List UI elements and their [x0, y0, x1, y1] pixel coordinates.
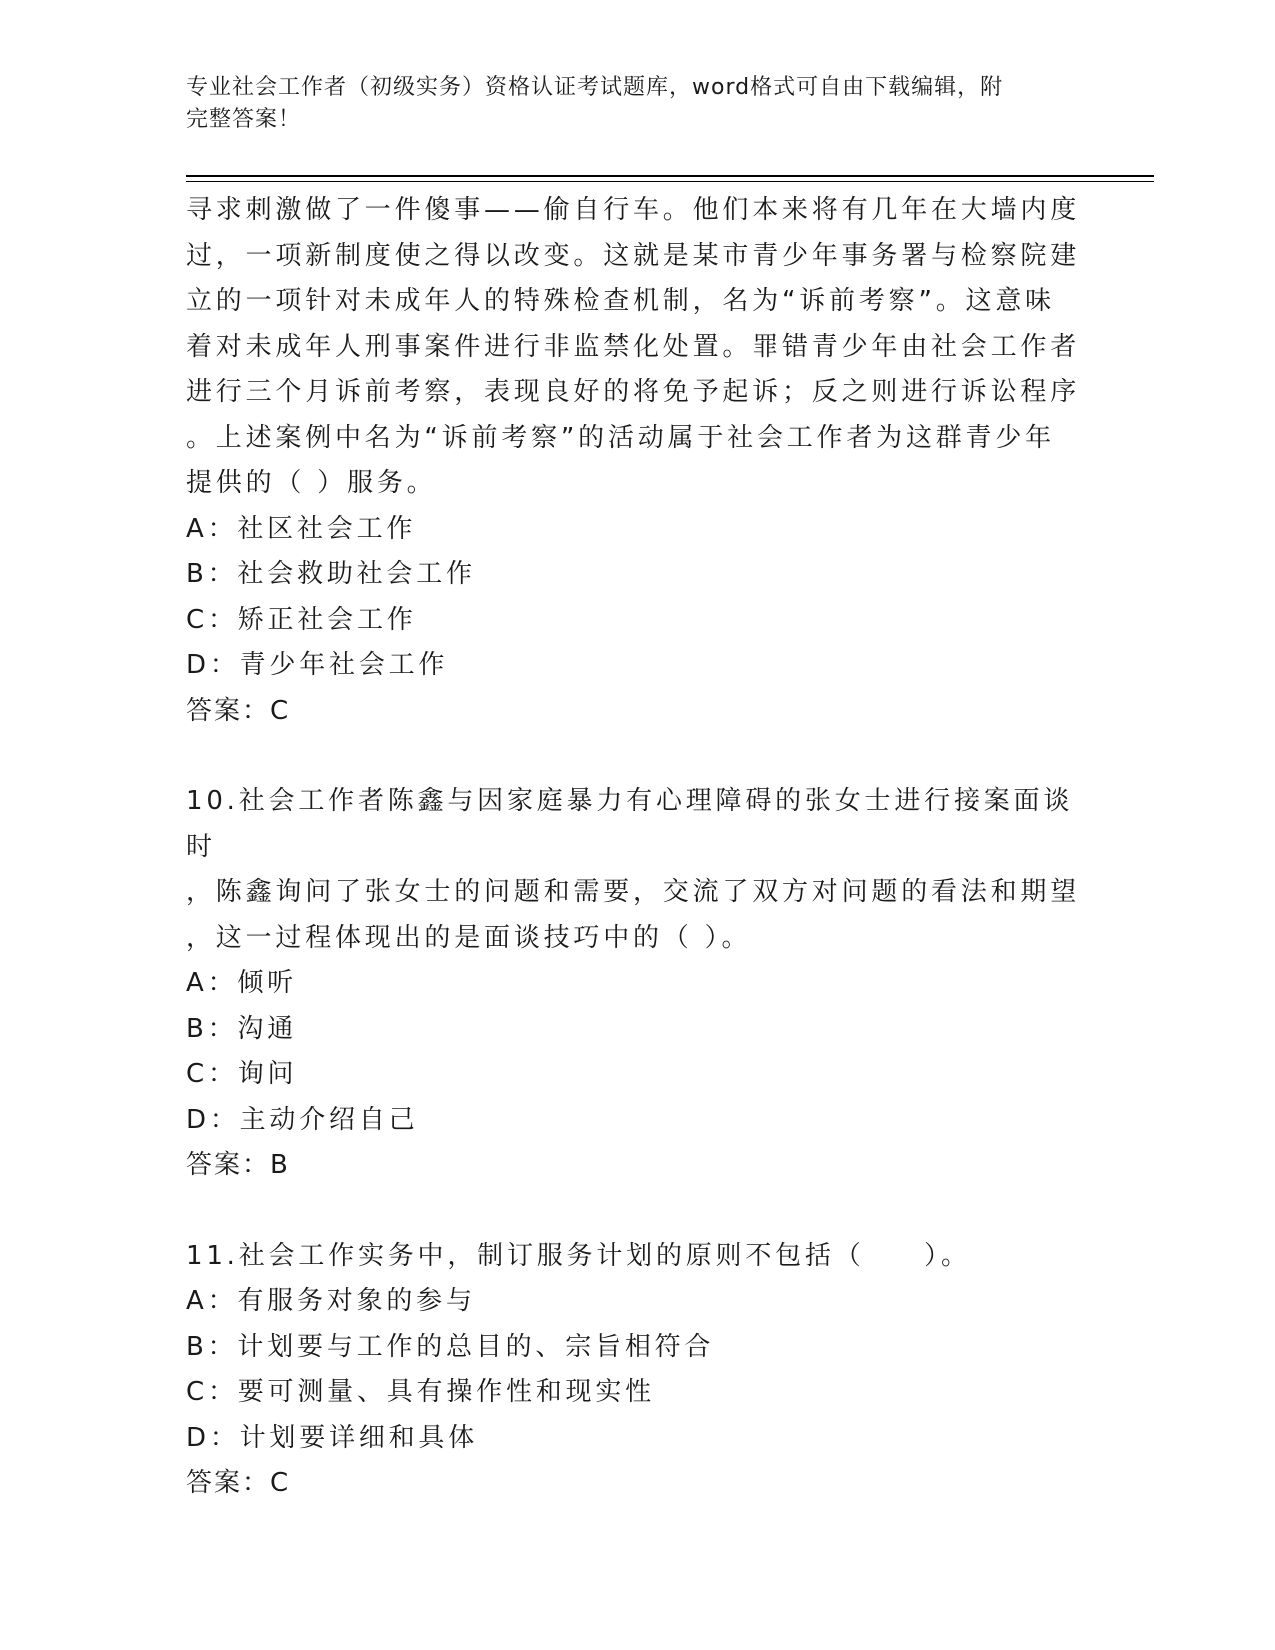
option-d: D：主动介绍自己 — [186, 1104, 419, 1135]
option-c: C：询问 — [186, 1059, 298, 1089]
option-b: B：计划要与工作的总目的、宗旨相符合 — [186, 1331, 715, 1362]
question-9 — [186, 188, 1086, 734]
option-b: B：沟通 — [186, 1013, 298, 1044]
question-text-line: ，陈鑫询问了张女士的问题和需要，交流了双方对问题的看法和期望 — [186, 877, 1081, 907]
question-text-line: 11.社会工作实务中，制订服务计划的原则不包括（ ）。 — [186, 1240, 971, 1271]
header-rule-thick — [186, 175, 1154, 177]
option-c: C：要可测量、具有操作性和现实性 — [186, 1377, 655, 1407]
answer: 答案：C — [186, 1468, 291, 1498]
spacer — [186, 734, 1086, 779]
question-content — [186, 188, 1086, 1507]
question-text-line: 着对未成年人刑事案件进行非监禁化处置。罪错青少年由社会工作者 — [186, 331, 1081, 362]
option-a: A：倾听 — [186, 968, 297, 998]
question-text-line: 进行三个月诉前考察，表现良好的将免予起诉；反之则进行诉讼程序 — [186, 377, 1081, 407]
option-b: B：社会救助社会工作 — [186, 559, 476, 589]
option-a: A：有服务对象的参与 — [186, 1286, 476, 1316]
answer: 答案：B — [186, 1150, 290, 1180]
question-text-line: 10.社会工作者陈鑫与因家庭暴力有心理障碍的张女士进行接案面谈时 — [186, 786, 1074, 862]
question-10 — [186, 779, 1086, 1189]
question-text-line: 。上述案例中名为“诉前考察”的活动属于社会工作者为这群青少年 — [186, 422, 1055, 453]
answer: 答案：C — [186, 695, 291, 726]
header-line-1: 专业社会工作者（初级实务）资格认证考试题库，word格式可自由下载编辑，附 — [186, 75, 1004, 100]
question-text-line: 立的一项针对未成年人的特殊检查机制，名为“诉前考察”。这意味 — [186, 286, 1055, 316]
option-d: D：计划要详细和具体 — [186, 1422, 479, 1453]
option-d: D：青少年社会工作 — [186, 650, 449, 680]
question-text-line: 提供的（ ）服务。 — [186, 468, 437, 498]
header-line-2: 完整答案！ — [186, 107, 302, 132]
question-11 — [186, 1234, 1086, 1507]
question-text-line: 过，一项新制度使之得以改变。这就是某市青少年事务署与检察院建 — [186, 240, 1081, 271]
header-rule-thin — [186, 181, 1154, 182]
document-header — [186, 72, 1066, 136]
spacer — [186, 1189, 1086, 1234]
question-text-line: ，这一过程体现出的是面谈技巧中的（ ）。 — [186, 922, 752, 953]
option-a: A：社区社会工作 — [186, 513, 417, 544]
option-c: C：矫正社会工作 — [186, 604, 417, 635]
question-text-line: 寻求刺激做了一件傻事——偷自行车。他们本来将有几年在大墙内度 — [186, 195, 1081, 225]
